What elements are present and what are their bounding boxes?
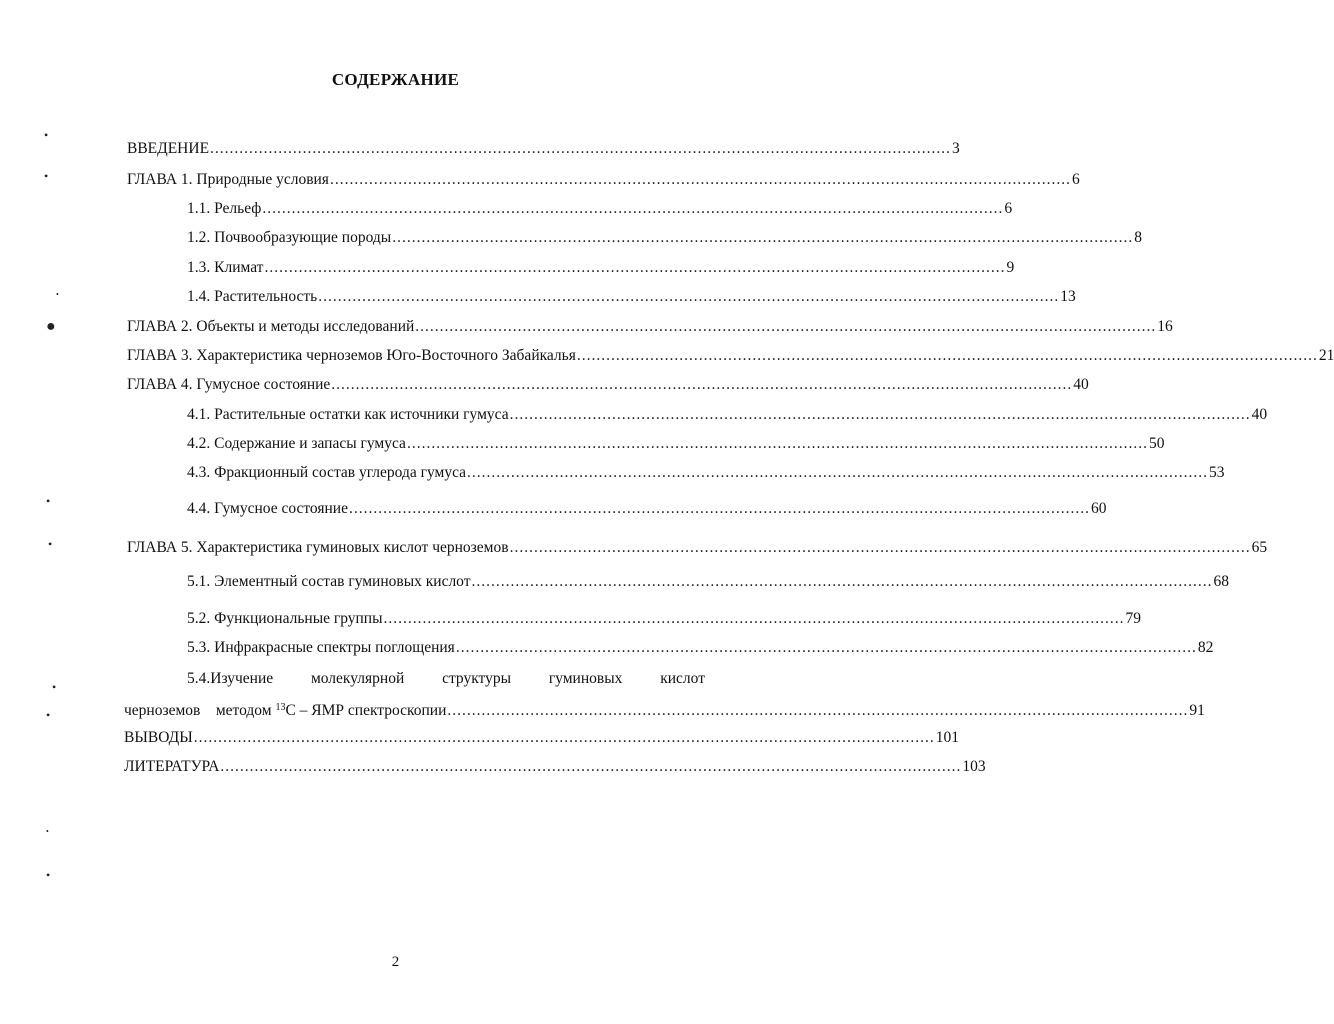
toc-page: 3 [952, 140, 960, 157]
toc-page: 6 [1071, 171, 1080, 188]
page-number: 2 [391, 954, 400, 970]
scan-mark: • [46, 827, 49, 836]
isotope-superscript: 13 [275, 702, 286, 713]
toc-entry-1-4[interactable] [187, 286, 1076, 308]
toc-page: 79 [1125, 610, 1142, 627]
toc-page: 21 [1318, 347, 1334, 364]
toc-leader: ........................................................................................................................................................ [455, 639, 1197, 656]
toc-entry-literature[interactable] [124, 756, 986, 778]
toc-label: ЛИТЕРАТУРА [124, 758, 220, 775]
toc-page: 60 [1091, 500, 1107, 517]
toc-page: 53 [1209, 464, 1225, 481]
toc-leader: ........................................................................................................................................................ [406, 435, 1148, 452]
toc-page: 68 [1213, 573, 1230, 590]
toc-entry-5-2[interactable] [187, 608, 1142, 630]
toc-leader: ........................................................................................................................................................ [509, 406, 1251, 423]
toc-label: 1.1. Рельеф [187, 200, 262, 217]
toc-label-rest: С – ЯМР спектроскопии [285, 702, 447, 719]
toc-entry-4-1[interactable] [187, 404, 1268, 426]
toc-label: 1.4. Растительность [187, 288, 318, 305]
toc-entry-5-1[interactable] [187, 571, 1230, 593]
toc-entry-chapter-4[interactable] [127, 374, 1089, 396]
toc-leader: ........................................................................................................................................................ [383, 610, 1125, 627]
toc-page: 103 [962, 758, 986, 775]
toc-entry-4-4[interactable] [187, 498, 1107, 520]
scan-mark: ● [46, 318, 56, 335]
toc-label: 1.2. Почвообразующие породы [187, 229, 392, 246]
toc-entry-chapter-3[interactable] [127, 345, 1334, 367]
scan-mark: • [46, 868, 51, 882]
toc-page: 101 [935, 729, 959, 746]
toc-leader: ........................................................................................................................................................ [318, 288, 1060, 305]
scan-mark: • [48, 537, 53, 551]
toc-leader: ........................................................................................................................................................ [467, 464, 1209, 481]
toc-label: ГЛАВА 4. Гумусное состояние [127, 376, 331, 393]
toc-entry-chapter-1[interactable] [127, 169, 1080, 191]
scan-mark: • [56, 290, 59, 299]
toc-label: 4.3. Фракционный состав углерода гумуса [187, 464, 467, 481]
scan-mark: • [44, 169, 49, 183]
toc-page: 8 [1134, 229, 1142, 246]
toc-leader: ........................................................................................................................................................ [262, 200, 1004, 217]
toc-page: 6 [1004, 200, 1013, 217]
toc-label: ВЫВОДЫ [124, 729, 193, 746]
toc-leader: ........................................................................................................................................................ [193, 729, 935, 746]
toc-page: 65 [1251, 539, 1268, 556]
page-title: СОДЕРЖАНИЕ [331, 70, 460, 89]
toc-word: 5.4.Изучение [187, 670, 274, 687]
toc-leader: ........................................................................................................................................................ [509, 539, 1251, 556]
toc-leader: ........................................................................................................................................................ [329, 171, 1071, 188]
toc-label: 1.3. Климат [187, 259, 264, 276]
toc-leader: ........................................................................................................................................................ [264, 259, 1006, 276]
toc-label: ГЛАВА 5. Характеристика гуминовых кислот черноземов [127, 539, 509, 556]
toc-entry-chapter-5[interactable] [127, 537, 1268, 559]
toc-label: 5.2. Функциональные группы [187, 610, 383, 627]
toc-label [124, 697, 446, 722]
scan-mark: • [46, 494, 51, 508]
toc-page: 50 [1148, 435, 1165, 452]
toc-page: 40 [1073, 376, 1089, 393]
toc-entry-chapter-2[interactable] [127, 316, 1173, 338]
toc-entry-1-2[interactable] [187, 227, 1142, 249]
toc-leader: ........................................................................................................................................................ [349, 500, 1090, 517]
toc-entry-1-3[interactable] [187, 257, 1015, 279]
toc-page: 40 [1251, 406, 1268, 423]
toc-page: 91 [1189, 702, 1205, 719]
toc-leader: ........................................................................................................................................................ [576, 347, 1318, 364]
toc-word: структуры [442, 670, 512, 687]
toc-leader: ........................................................................................................................................................ [220, 758, 962, 775]
toc-page: 13 [1060, 288, 1076, 305]
toc-entry-5-3[interactable] [187, 637, 1214, 659]
toc-label: 4.1. Растительные остатки как источники гумуса [187, 406, 509, 423]
scan-mark: • [52, 680, 57, 694]
toc-leader: ........................................................................................................................................................ [331, 376, 1073, 393]
toc-label: ГЛАВА 1. Природные условия [127, 171, 329, 188]
toc-page: 82 [1197, 639, 1214, 656]
toc-label: ГЛАВА 3. Характеристика черноземов Юго-Восточного Забайкалья [127, 347, 576, 364]
toc-label: 5.1. Элементный состав гуминовых кислот [187, 573, 471, 590]
toc-label: ВВЕДЕНИЕ [127, 140, 210, 157]
toc-label: 4.4. Гумусное состояние [187, 500, 348, 517]
toc-entry-intro[interactable] [127, 138, 960, 160]
toc-label: 5.3. Инфракрасные спектры поглощения [187, 639, 455, 656]
toc-leader: ........................................................................................................................................................ [392, 229, 1134, 246]
toc-entry-5-4-line1[interactable] [187, 668, 705, 690]
toc-label-prefix: черноземов методом [124, 702, 276, 719]
toc-label: ГЛАВА 2. Объекты и методы исследований [127, 318, 415, 335]
toc-entry-4-3[interactable] [187, 462, 1225, 484]
toc-leader: ........................................................................................................................................................ [471, 573, 1213, 590]
toc-entry-4-2[interactable] [187, 433, 1165, 455]
toc-entry-1-1[interactable] [187, 198, 1013, 220]
toc-leader: ........................................................................................................................................................ [447, 702, 1189, 719]
toc-entry-conclusions[interactable] [124, 727, 959, 749]
toc-word: молекулярной [310, 670, 405, 687]
toc-word: кислот [660, 670, 705, 687]
scan-mark: • [46, 708, 51, 722]
toc-page: 9 [1006, 259, 1015, 276]
toc-page: 16 [1157, 318, 1173, 335]
scan-mark: • [44, 128, 49, 142]
toc-label: 4.2. Содержание и запасы гумуса [187, 435, 406, 452]
toc-leader: ........................................................................................................................................................ [210, 140, 952, 157]
toc-entry-5-4-line2[interactable] [124, 697, 1205, 719]
toc-word: гуминовых [548, 670, 623, 687]
toc-leader: ........................................................................................................................................................ [415, 318, 1157, 335]
